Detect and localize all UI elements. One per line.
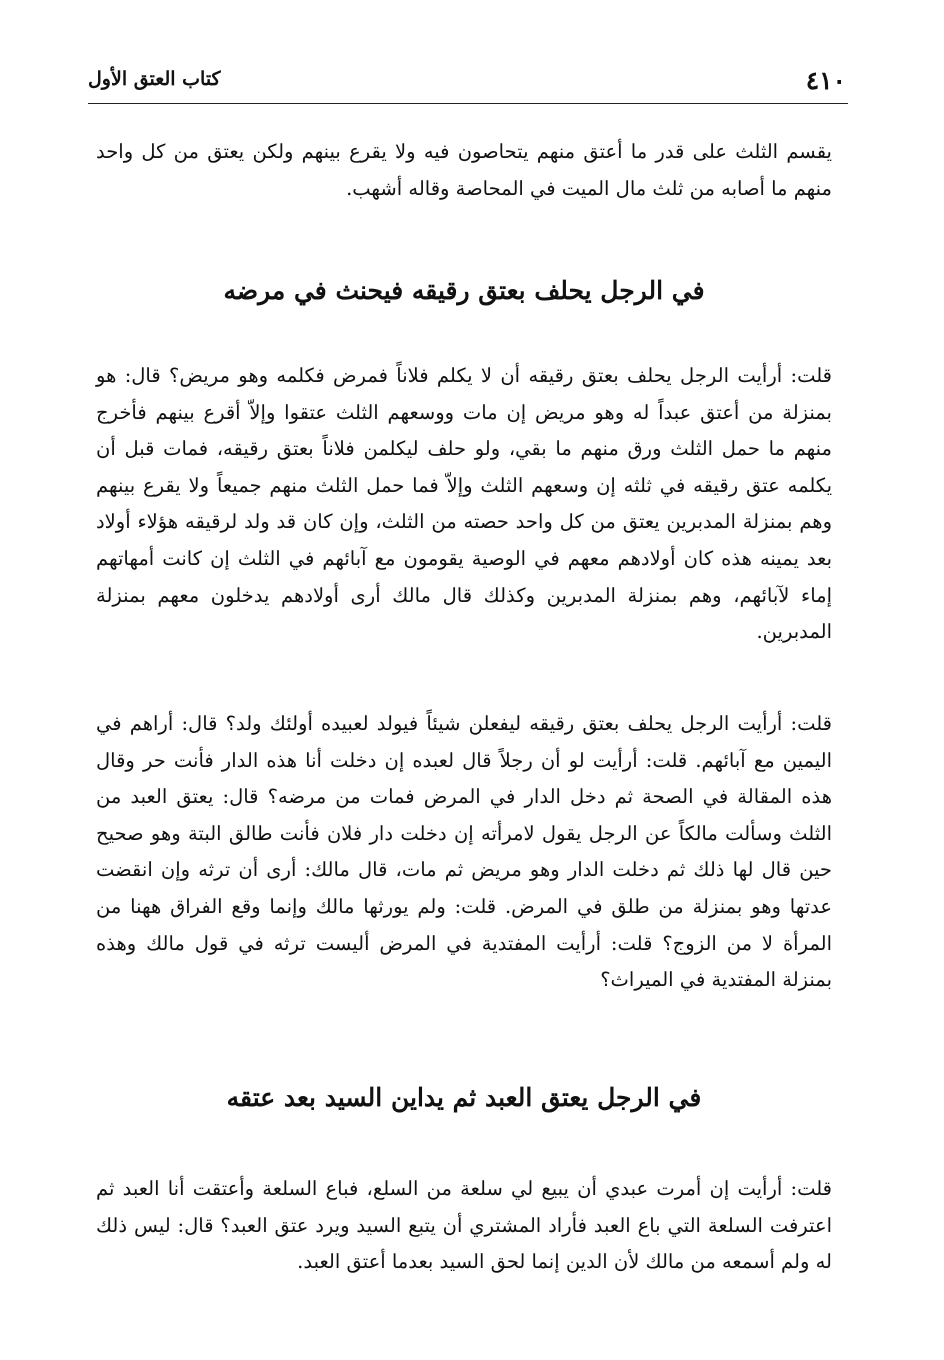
section-heading-debt: في الرجل يعتق العبد ثم يداين السيد بعد عتقه — [226, 1083, 702, 1112]
paragraph-oath-1: قلت: أرأيت الرجل يحلف بعتق رقيقه أن لا يكلم فلاناً فمرض فكلمه وهو مريض؟ قال: هو بمنزلة من أعتق عبداً له وهو مريض إن مات ووسعهم الثلث عتقوا وإلاّ أقرع بينهم فأخرج منهم ما حمل الثلث ورق منهم ما بقي، ولو حلف ليكلمن فلاناً بعتق رقيقه، فمات قبل أن يكلمه عتق رقيقه في ثلثه إن وسعهم الثلث وإلاّ فما حمل الثلث منهم جميعاً ولا يقرع بينهم وهم بمنزلة المدبرين يعتق من كل واحد حصته من الثلث، وإن كان قد ولد لرقيقه هؤلاء أولاد بعد يمينه هذه كان أولادهم معهم في الوصية يقومون مع آبائهم في الثلث إن كانت أمهاتهم إماء لآبائهم، وهم بمنزلة المدبرين وكذلك قال مالك أرى أولادهم يدخلون معهم بمنزلة المدبرين. — [96, 364, 832, 644]
book-title: كتاب العتق الأول — [88, 68, 221, 90]
paragraph-oath-2: قلت: أرأيت الرجل يحلف بعتق رقيقه ليفعلن شيئاً فيولد لعبيده أولئك ولد؟ قال: أراهم في اليمين مع آبائهم. قلت: أرأيت لو أن رجلاً قال لعبده إن دخلت أنا هذه الدار فأنت حر وقال هذه المقالة في الصحة ثم دخل الدار في المرض فمات من مرضه؟ قال: يعتق العبد من الثلث وسألت مالكاً عن الرجل يقول لامرأته إن دخلت دار فلان فأنت طالق البتة وهو صحيح حين قال لها ذلك ثم دخلت الدار وهو مريض ثم مات، قال مالك: أرى أن ترثه وإن انقضت عدتها وهو بمنزلة من طلق في المرض. قلت: ولم يورثها مالك وإنما وقع الفراق ههنا من المرأة لا من الزوج؟ قلت: أرأيت المفتدية في المرض أليست ترثه في قول مالك وهذه بمنزلة المفتدية في الميراث؟ — [96, 712, 832, 992]
header-divider — [88, 103, 848, 104]
paragraph-debt: قلت: أرأيت إن أمرت عبدي أن يبيع لي سلعة من السلع، فباع السلعة وأعتقت أنا العبد ثم اعترفت السلعة التي باع العبد فأراد المشتري أن يتبع السيد ويرد عتق العبد؟ قال: ليس ذلك له ولم أسمعه من مالك لأن الدين إنما لحق السيد بعدما أعتق العبد. — [96, 1177, 832, 1274]
page-number: ٤١٠ — [805, 66, 846, 95]
paragraph-intro: يقسم الثلث على قدر ما أعتق منهم يتحاصون فيه ولا يقرع بينهم ولكن يعتق من كل واحد منهم ما أصابه من ثلث مال الميت في المحاصة وقاله أشهب. — [96, 140, 832, 200]
running-head — [88, 60, 846, 100]
section-heading-oath-illness: في الرجل يحلف بعتق رقيقه فيحنث في مرضه — [223, 276, 705, 305]
